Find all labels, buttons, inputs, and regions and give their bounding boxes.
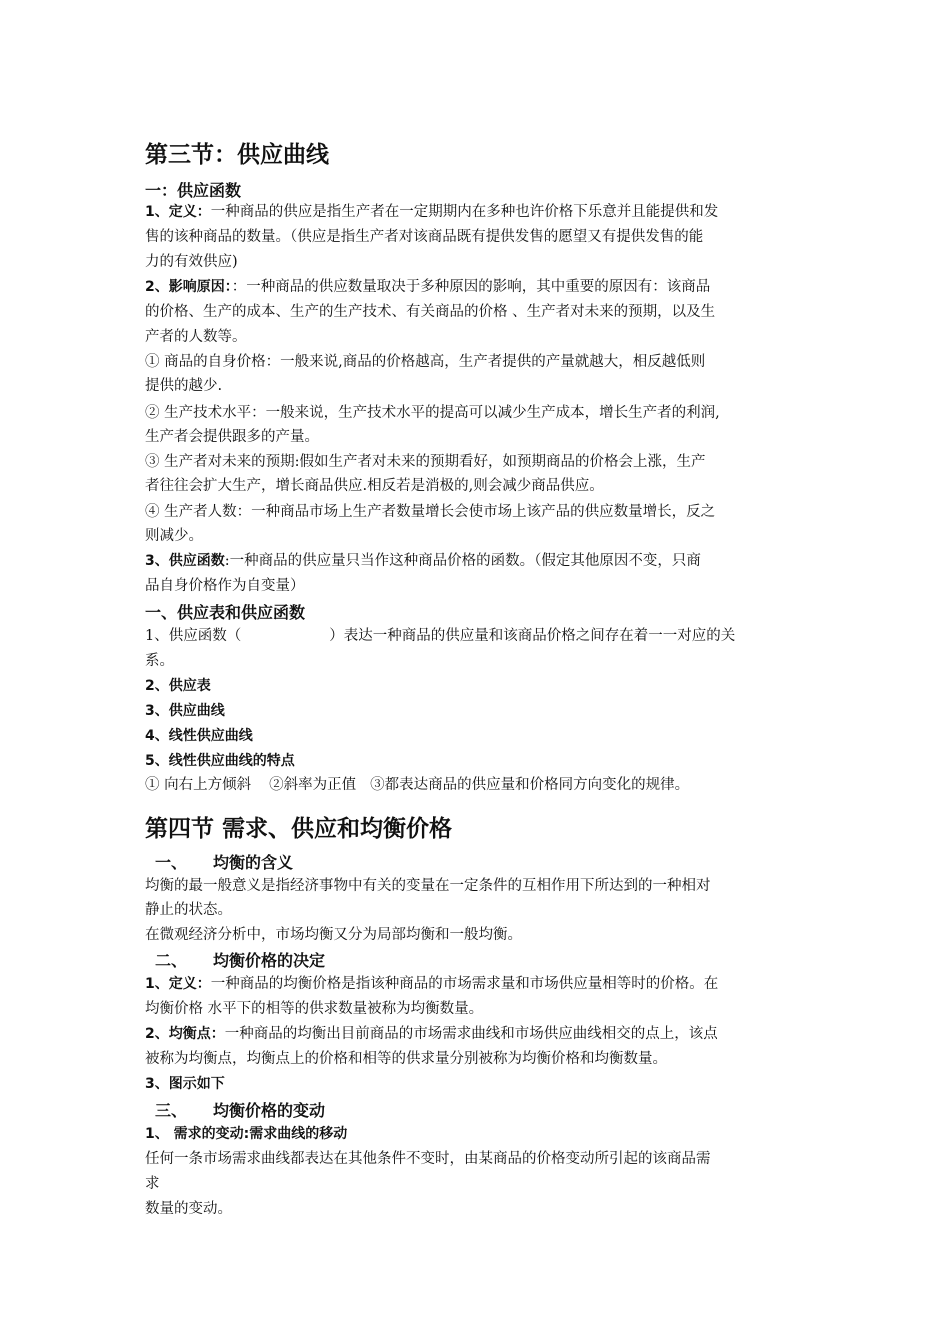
- definition-text: 一种商品的供应是指生产者在一定期期内在多种也许价格下乐意并且能提供和发: [210, 204, 719, 220]
- heading-text: 均衡价格的决定: [213, 951, 326, 970]
- meaning-line-1: 均衡的最一般意义是指经济事物中有关的变量在一定条件的互相作用下所达到的一种相对: [145, 878, 711, 894]
- table-item-3: 3、供应曲线: [145, 703, 225, 719]
- point-3-line-2: 者往往会扩大生产，增长商品供应.相反若是消极的,则会减少商品供应。: [145, 478, 604, 494]
- supply-function-heading: 一：供应函数: [145, 181, 242, 200]
- equilibrium-change-heading: [155, 1098, 325, 1121]
- influence-label: 2、影响原因：: [145, 279, 232, 295]
- eq-point-line-1: [145, 1022, 718, 1046]
- heading-number: 二、: [155, 951, 188, 970]
- meaning-line-2: 静止的状态。: [145, 902, 232, 918]
- point-4-line-1: ④ 生产者人数：一种商品市场上生产者数量增长会使市场上该产品的供应数量增长，反之: [145, 504, 716, 520]
- supply-fn-line-2: 品自身价格作为自变量）: [145, 578, 305, 594]
- section-4-title: 第四节 需求、供应和均衡价格: [145, 816, 453, 842]
- eq-definition-line-1: [145, 972, 718, 996]
- eq-point-line-2: 被称为均衡点，均衡点上的价格和相等的供求量分别被称为均衡价格和均衡数量。: [145, 1051, 667, 1067]
- equilibrium-meaning-heading: [155, 850, 293, 873]
- demand-change-line-1: 任何一条市场需求曲线都表达在其他条件不变时，由某商品的价格变动所引起的该商品需: [145, 1151, 711, 1167]
- supply-fn-line-1: [145, 549, 701, 573]
- influence-line-3: 产者的人数等。: [145, 329, 247, 345]
- table-item-1-line-2: 系。: [145, 653, 174, 669]
- feature-3: ③都表达商品的供应量和价格同方向变化的规律。: [370, 777, 690, 793]
- heading-text: 均衡的含义: [213, 853, 294, 872]
- point-2-line-1: ② 生产技术水平：一般来说，生产技术水平的提高可以减少生产成本，增长生产者的利润,: [145, 405, 720, 421]
- section-3-title: 第三节：供应曲线: [145, 142, 329, 168]
- eq-point-label: 2、均衡点：: [145, 1026, 225, 1042]
- definition-line-1: [145, 200, 718, 224]
- supply-fn-text: :一种商品的供应量只当作这种商品价格的函数。（假定其他原因不变，只商: [224, 553, 701, 569]
- influence-line-2: 的价格、生产的成本、生产的生产技术、有关商品的价格 、生产者对未来的预期，以及生: [145, 304, 716, 320]
- heading-number: 三、: [155, 1101, 188, 1120]
- table-item-4: 4、线性供应曲线: [145, 728, 253, 744]
- point-2-line-2: 生产者会提供跟多的产量。: [145, 429, 319, 445]
- point-4-line-2: 则减少。: [145, 528, 203, 544]
- demand-change-line-3: 数量的变动。: [145, 1201, 232, 1217]
- influence-text: ：一种商品的供应数量取决于多种原因的影响，其中重要的原因有：该商品: [231, 279, 711, 295]
- definition-line-3: 力的有效供应): [145, 254, 238, 270]
- table-item-1-b: ）表达一种商品的供应量和该商品价格之间存在着一一对应的关: [329, 628, 736, 644]
- definition-line-2: 售的该种商品的数量。（供应是指生产者对该商品既有提供发售的愿望又有提供发售的能: [145, 229, 704, 245]
- meaning-line-3: 在微观经济分析中，市场均衡又分为局部均衡和一般均衡。: [145, 927, 522, 943]
- supply-fn-label: 3、供应函数: [145, 553, 225, 569]
- heading-number: 一、: [155, 853, 188, 872]
- influence-line-1: [145, 275, 710, 299]
- equilibrium-price-heading: [155, 948, 325, 971]
- feature-2: ②斜率为正值: [269, 777, 357, 793]
- figure-note: 3、图示如下: [145, 1076, 225, 1092]
- demand-change-label: 1、 需求的变动:需求曲线的移动: [145, 1126, 348, 1142]
- table-item-1-a: 1、供应函数（: [145, 628, 242, 644]
- eq-definition-label: 1、定义：: [145, 976, 211, 992]
- table-item-2: 2、供应表: [145, 678, 211, 694]
- heading-text: 均衡价格的变动: [213, 1101, 326, 1120]
- eq-definition-text: 一种商品的均衡价格是指该种商品的市场需求量和市场供应量相等时的价格。在: [210, 976, 719, 992]
- definition-label: 1、定义：: [145, 204, 211, 220]
- point-3-line-1: ③ 生产者对未来的预期:假如生产者对未来的预期看好，如预期商品的价格会上涨，生产: [145, 454, 706, 470]
- feature-1: ① 向右上方倾斜: [145, 777, 252, 793]
- table-item-1-line-1: [145, 624, 735, 648]
- demand-change-line-2: 求: [145, 1176, 160, 1192]
- point-1-line-2: 提供的越少.: [145, 378, 223, 394]
- supply-table-heading: 一、供应表和供应函数: [145, 603, 306, 622]
- eq-point-text: 一种商品的均衡出目前商品的市场需求曲线和市场供应曲线相交的点上，该点: [224, 1026, 718, 1042]
- point-1-line-1: ① 商品的自身价格：一般来说,商品的价格越高，生产者提供的产量就越大，相反越低则: [145, 354, 706, 370]
- eq-definition-line-2: 均衡价格 水平下的相等的供求数量被称为均衡数量。: [145, 1001, 484, 1017]
- features-line: [145, 773, 689, 797]
- table-item-5: 5、线性供应曲线的特点: [145, 753, 295, 769]
